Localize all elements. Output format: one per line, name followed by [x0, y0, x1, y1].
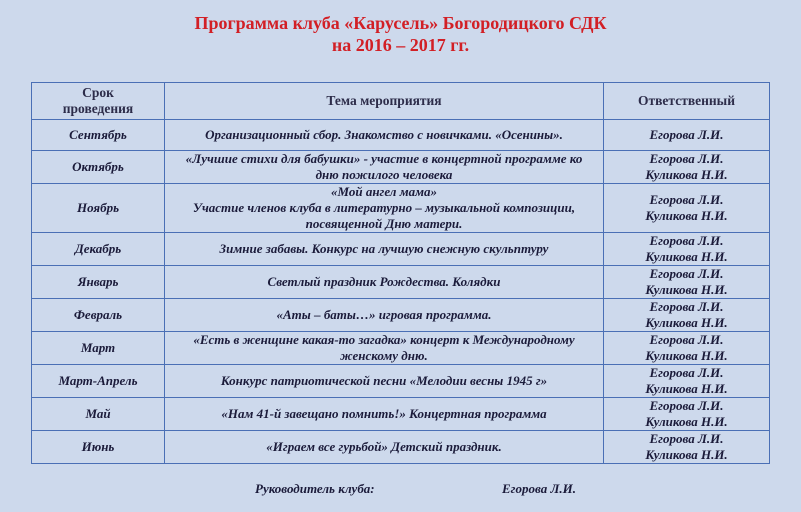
- row-responsible: [604, 233, 770, 266]
- row-topic-line: посвященной Дню матери.: [305, 216, 463, 231]
- row-responsible-name: Куликова Н.И.: [645, 414, 728, 429]
- row-month: Февраль: [32, 299, 165, 332]
- footer-name: Егорова Л.И.: [502, 481, 576, 496]
- row-responsible: [604, 120, 770, 151]
- row-month: Май: [32, 398, 165, 431]
- row-topic-line: «Лучшие стихи для бабушки» - участие в концертной программе ко: [185, 151, 583, 166]
- row-topic-line: Участие членов клуба в литературно – музыкальной композиции,: [192, 200, 576, 215]
- row-responsible-name: Куликова Н.И.: [645, 249, 728, 264]
- row-topic: [165, 266, 604, 299]
- title-line-1: Программа клуба «Карусель» Богородицкого СДК: [194, 13, 607, 33]
- row-topic-line: Конкурс патриотической песни «Мелодии весны 1945 г»: [220, 373, 548, 388]
- row-topic: [165, 398, 604, 431]
- row-responsible-name: Егорова Л.И.: [649, 266, 724, 281]
- row-topic: [165, 299, 604, 332]
- row-month: Июнь: [32, 431, 165, 464]
- row-topic-line: дню пожилого человека: [315, 167, 453, 182]
- row-responsible-name: Егорова Л.И.: [649, 398, 724, 413]
- row-responsible: [604, 266, 770, 299]
- row-responsible-name: Егорова Л.И.: [649, 233, 724, 248]
- row-responsible: [604, 184, 770, 233]
- row-topic: [165, 332, 604, 365]
- row-topic-line: женскому дню.: [340, 348, 428, 363]
- row-responsible-name: Егорова Л.И.: [649, 192, 724, 207]
- row-month: Март: [32, 332, 165, 365]
- table-row: [32, 184, 770, 233]
- row-topic: [165, 151, 604, 184]
- title-line-2: на 2016 – 2017 гг.: [331, 35, 470, 55]
- table-row: [32, 398, 770, 431]
- row-month: Январь: [32, 266, 165, 299]
- row-responsible-name: Куликова Н.И.: [645, 208, 728, 223]
- row-topic-line: «Нам 41-й завещано помнить!» Концертная программа: [221, 406, 547, 421]
- row-month: Март-Апрель: [32, 365, 165, 398]
- table-row: [32, 365, 770, 398]
- row-responsible-name: Куликова Н.И.: [645, 447, 728, 462]
- row-topic: [165, 365, 604, 398]
- row-responsible-name: Егорова Л.И.: [649, 431, 724, 446]
- row-month: Декабрь: [32, 233, 165, 266]
- row-topic-line: Организационный сбор. Знакомство с новичками. «Осенины».: [205, 127, 563, 142]
- row-responsible-name: Егорова Л.И.: [649, 151, 724, 166]
- table-header-row: [32, 83, 770, 120]
- row-responsible-name: Егорова Л.И.: [649, 127, 724, 142]
- row-topic-line: «Играем все гурьбой» Детский праздник.: [266, 439, 502, 454]
- header-responsible: Ответственный: [604, 83, 770, 120]
- row-topic-line: Светлый праздник Рождества. Колядки: [267, 274, 501, 289]
- header-date-line1: Срок: [82, 85, 114, 100]
- row-responsible-name: Егорова Л.И.: [649, 299, 724, 314]
- row-responsible: [604, 151, 770, 184]
- row-topic: [165, 233, 604, 266]
- row-topic: [165, 431, 604, 464]
- program-table: [31, 82, 770, 464]
- header-date: [32, 83, 165, 120]
- row-responsible-name: Егорова Л.И.: [649, 365, 724, 380]
- row-responsible-name: Куликова Н.И.: [645, 282, 728, 297]
- header-topic: Тема мероприятия: [165, 83, 604, 120]
- row-topic-line: «Аты – баты…» игровая программа.: [276, 307, 492, 322]
- table-row: [32, 233, 770, 266]
- table-body: [32, 120, 770, 464]
- row-topic-line: «Есть в женщине какая-то загадка» концерт к Международному: [193, 332, 575, 347]
- row-responsible: [604, 431, 770, 464]
- row-responsible: [604, 398, 770, 431]
- header-date-line2: проведения: [62, 101, 134, 116]
- row-topic: [165, 184, 604, 233]
- table-row: [32, 299, 770, 332]
- row-responsible-name: Куликова Н.И.: [645, 315, 728, 330]
- table-row: [32, 120, 770, 151]
- table-row: [32, 431, 770, 464]
- footer-label: Руководитель клуба:: [255, 481, 375, 496]
- row-responsible-name: Куликова Н.И.: [645, 167, 728, 182]
- row-responsible: [604, 365, 770, 398]
- row-topic-line: «Мой ангел мама»: [330, 184, 438, 199]
- table-row: [32, 151, 770, 184]
- row-month: Октябрь: [32, 151, 165, 184]
- row-responsible-name: Куликова Н.И.: [645, 381, 728, 396]
- row-responsible-name: Куликова Н.И.: [645, 348, 728, 363]
- table-row: [32, 266, 770, 299]
- row-month: Ноябрь: [32, 184, 165, 233]
- row-responsible: [604, 299, 770, 332]
- table-row: [32, 332, 770, 365]
- row-topic-line: Зимние забавы. Конкурс на лучшую снежную скульптуру: [219, 241, 549, 256]
- row-month: Сентябрь: [32, 120, 165, 151]
- row-topic: [165, 120, 604, 151]
- row-responsible-name: Егорова Л.И.: [649, 332, 724, 347]
- row-responsible: [604, 332, 770, 365]
- document-title: [0, 12, 801, 56]
